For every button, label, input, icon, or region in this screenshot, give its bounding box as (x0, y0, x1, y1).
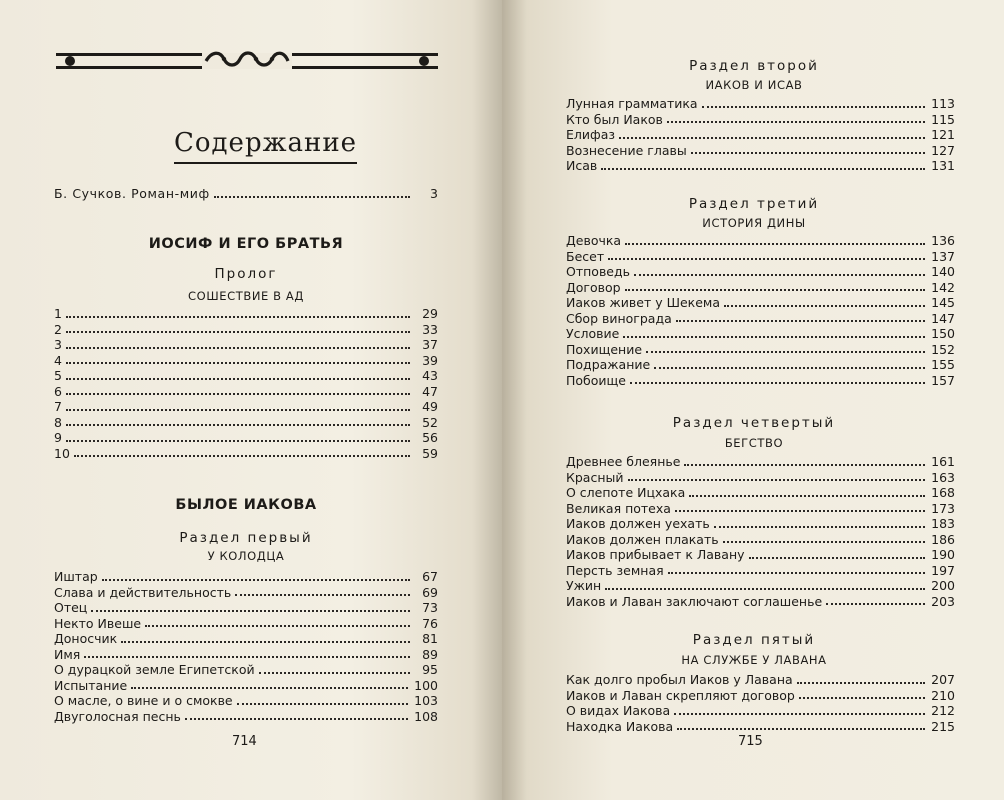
dot-leader (646, 351, 925, 353)
toc-title: Иаков должен плакать (566, 531, 719, 547)
dot-leader (66, 362, 410, 364)
toc-row[interactable] (54, 337, 438, 353)
dot-leader (654, 367, 925, 369)
ornament-header (56, 49, 438, 73)
toc-page: 29 (422, 306, 438, 321)
toc-row[interactable] (566, 357, 955, 373)
toc-row[interactable] (54, 368, 438, 384)
dot-leader (601, 168, 925, 170)
toc-title: Иаков должен уехать (566, 516, 710, 531)
toc-title: Находка Иакова (566, 718, 674, 734)
toc-row[interactable] (566, 295, 955, 311)
toc-title: Договор (566, 279, 621, 295)
toc-row[interactable] (566, 547, 955, 563)
section3-list (566, 233, 955, 388)
toc-page: 131 (931, 158, 955, 173)
toc-page: 33 (422, 321, 438, 337)
toc-title: О видах Иакова (566, 703, 671, 718)
toc-title: Иштар (54, 569, 98, 584)
toc-row[interactable] (54, 662, 438, 678)
toc-row[interactable] (54, 585, 438, 601)
toc-title: 7 (54, 399, 62, 414)
toc-page: 47 (422, 383, 438, 399)
toc-page: 115 (931, 111, 955, 127)
toc-row[interactable] (54, 600, 438, 616)
dot-leader (714, 526, 925, 528)
toc-row[interactable] (54, 384, 438, 400)
part-title: ИОСИФ И ЕГО БРАТЬЯ (148, 236, 344, 252)
dot-leader (634, 274, 925, 276)
toc-title: Девочка (566, 233, 622, 248)
toc-row[interactable] (54, 186, 438, 202)
toc-page: 3 (430, 186, 438, 201)
toc-row[interactable] (566, 532, 955, 548)
toc-page: 168 (931, 485, 955, 500)
toc-title: Доносчик (54, 631, 118, 646)
toc-title: Имя (54, 646, 81, 662)
section2-list (566, 96, 955, 174)
toc-title: Персть земная (566, 562, 664, 578)
toc-row[interactable] (566, 127, 955, 143)
toc-title: Некто Ивеше (54, 615, 142, 631)
toc-row[interactable] (54, 430, 438, 446)
toc-page: 155 (931, 357, 955, 372)
dot-leader (74, 455, 410, 457)
toc-title: Красный (566, 469, 624, 485)
toc-title: Побоище (566, 372, 626, 388)
toc-page: 186 (931, 531, 955, 547)
toc-title: Похищение (566, 341, 643, 357)
toc-title: Исав (566, 158, 598, 173)
toc-row[interactable] (566, 112, 955, 128)
toc-page: 81 (422, 631, 438, 646)
toc-row[interactable] (566, 594, 955, 610)
toc-row[interactable] (54, 631, 438, 647)
toc-page: 145 (931, 295, 955, 310)
toc-page: 210 (931, 687, 955, 703)
toc-title: Как долго пробыл Иаков у Лавана (566, 672, 793, 687)
toc-page: 108 (414, 708, 438, 724)
toc-title: Лунная грамматика (566, 96, 698, 111)
dot-leader (66, 393, 410, 395)
section3-subtitle: ИСТОРИЯ ДИНЫ (702, 216, 806, 230)
dot-leader (66, 331, 410, 333)
dot-leader (102, 579, 410, 581)
dot-leader (121, 641, 410, 643)
toc-title: Иаков прибывает к Лавану (566, 547, 745, 562)
toc-page: 43 (422, 368, 438, 383)
section4-subtitle: БЕГСТВО (724, 436, 784, 450)
dot-leader (668, 572, 926, 574)
toc-title: Отповедь (566, 264, 631, 279)
dot-leader (676, 320, 925, 322)
dot-leader (675, 510, 925, 512)
toc-page: 100 (414, 677, 438, 693)
toc-title: 9 (54, 430, 62, 445)
toc-row[interactable] (566, 96, 955, 112)
toc-page: 215 (931, 718, 955, 734)
toc-page: 152 (931, 341, 955, 357)
toc-page: 136 (931, 233, 955, 248)
dot-leader (66, 378, 410, 380)
toc-title: Условие (566, 326, 620, 341)
toc-row[interactable] (54, 415, 438, 431)
section1-list (54, 569, 438, 724)
section2-heading: Раздел второй (689, 58, 819, 74)
toc-row[interactable] (566, 703, 955, 719)
intro-entry (54, 186, 438, 202)
toc-page: 203 (931, 593, 955, 609)
toc-row[interactable] (566, 264, 955, 280)
toc-row[interactable] (566, 688, 955, 704)
toc-title: Б. Сучков. Роман-миф (54, 186, 210, 201)
toc-title: 1 (54, 306, 62, 321)
book-title: БЫЛОЕ ИАКОВА (175, 497, 317, 513)
section5-subtitle: НА СЛУЖБЕ У ЛАВАНА (681, 653, 827, 667)
toc-page: 76 (422, 615, 438, 631)
toc-row[interactable] (566, 280, 955, 296)
toc-row[interactable] (566, 342, 955, 358)
toc-title: Елифаз (566, 127, 616, 142)
toc-title: 8 (54, 414, 62, 430)
toc-row[interactable] (566, 373, 955, 389)
toc-title: Испытание (54, 677, 128, 693)
section4-list (566, 454, 955, 609)
dot-leader (66, 440, 410, 442)
toc-page: 137 (931, 248, 955, 264)
dot-leader (623, 336, 925, 338)
dot-leader (66, 316, 410, 318)
toc-title: Двуголосная песнь (54, 708, 181, 724)
dot-leader (826, 603, 925, 605)
toc-title: Слава и действительность (54, 584, 232, 600)
toc-page: 190 (931, 547, 955, 562)
section3-heading: Раздел третий (688, 196, 820, 212)
toc-title: Отец (54, 600, 88, 615)
toc-page: 157 (931, 372, 955, 388)
contents-title: Содержание (174, 128, 358, 158)
toc-page: 161 (931, 454, 955, 469)
dot-leader (749, 557, 926, 559)
dot-leader (724, 305, 925, 307)
toc-title: Подражание (566, 357, 651, 372)
toc-row[interactable] (54, 399, 438, 415)
prologue-subtitle: СОШЕСТВИЕ В АД (188, 289, 304, 303)
dot-leader (145, 625, 410, 627)
toc-title: 6 (54, 383, 62, 399)
toc-page: 95 (422, 662, 438, 677)
toc-title: Вознесение главы (566, 142, 687, 158)
toc-row[interactable] (566, 326, 955, 342)
toc-row[interactable] (566, 143, 955, 159)
toc-row[interactable] (566, 249, 955, 265)
toc-title: Великая потеха (566, 500, 671, 516)
toc-row[interactable] (54, 693, 438, 709)
toc-row[interactable] (54, 647, 438, 663)
section1-heading: Раздел первый (179, 530, 313, 546)
toc-page: 142 (931, 279, 955, 295)
dot-leader (702, 106, 926, 108)
section5-heading: Раздел пятый (692, 632, 816, 648)
toc-title: Древнее блеянье (566, 454, 681, 469)
dot-leader (691, 152, 925, 154)
toc-row[interactable] (54, 678, 438, 694)
toc-row[interactable] (566, 501, 955, 517)
toc-row[interactable] (566, 485, 955, 501)
toc-row[interactable] (54, 709, 438, 725)
dot-leader (625, 289, 926, 291)
dot-leader (667, 121, 925, 123)
dot-leader (605, 588, 925, 590)
toc-page: 89 (422, 646, 438, 662)
toc-title: 5 (54, 368, 62, 383)
dot-leader (630, 382, 925, 384)
dot-leader (259, 672, 410, 674)
toc-title: Бесет (566, 248, 605, 264)
toc-row[interactable] (54, 306, 438, 322)
toc-title: 4 (54, 352, 62, 368)
toc-row[interactable] (566, 672, 955, 688)
dot-leader (608, 258, 925, 260)
toc-page: 59 (422, 445, 438, 461)
toc-page: 67 (422, 569, 438, 584)
toc-page: 56 (422, 430, 438, 445)
section2-subtitle: ИАКОВ И ИСАВ (705, 78, 803, 92)
prologue-heading: Пролог (214, 266, 278, 282)
toc-row[interactable] (566, 233, 955, 249)
dot-leader (797, 682, 925, 684)
toc-title: Ужин (566, 578, 602, 593)
toc-page: 207 (931, 672, 955, 687)
toc-title: Сбор винограда (566, 310, 672, 326)
toc-page: 212 (931, 703, 955, 718)
prologue-list (54, 306, 438, 461)
toc-title: Иаков и Лаван заключают соглашенье (566, 593, 823, 609)
toc-row[interactable] (566, 454, 955, 470)
toc-row[interactable] (566, 516, 955, 532)
page-number-right: 715 (738, 734, 763, 749)
toc-page: 69 (422, 584, 438, 600)
dot-leader (237, 703, 409, 705)
toc-row[interactable] (54, 353, 438, 369)
toc-page: 147 (931, 310, 955, 326)
toc-row[interactable] (54, 446, 438, 462)
dot-leader (185, 718, 408, 720)
toc-page: 183 (931, 516, 955, 531)
toc-page: 103 (414, 693, 438, 708)
toc-page: 200 (931, 578, 955, 593)
toc-row[interactable] (566, 470, 955, 486)
dot-leader (684, 464, 925, 466)
toc-title: 2 (54, 321, 62, 337)
toc-page: 127 (931, 142, 955, 158)
toc-title: О слепоте Ицхака (566, 485, 686, 500)
toc-row[interactable] (54, 616, 438, 632)
toc-title: Кто был Иаков (566, 111, 663, 127)
dot-leader (84, 656, 410, 658)
toc-page: 49 (422, 399, 438, 414)
dot-leader (131, 687, 408, 689)
toc-page: 52 (422, 414, 438, 430)
right-page (502, 0, 1004, 800)
toc-row[interactable] (566, 563, 955, 579)
toc-page: 163 (931, 469, 955, 485)
dot-leader (628, 479, 926, 481)
toc-page: 173 (931, 500, 955, 516)
toc-page: 113 (931, 96, 955, 111)
page-number-left: 714 (232, 734, 257, 749)
toc-page: 121 (931, 127, 955, 142)
dot-leader (66, 347, 410, 349)
toc-row[interactable] (54, 322, 438, 338)
dot-leader (214, 196, 410, 198)
toc-row[interactable] (54, 569, 438, 585)
dot-leader (619, 137, 925, 139)
toc-title: О масле, о вине и о смокве (54, 693, 233, 708)
dot-leader (625, 243, 925, 245)
dot-leader (689, 495, 925, 497)
toc-row[interactable] (566, 719, 955, 735)
toc-page: 150 (931, 326, 955, 341)
dot-leader (674, 713, 925, 715)
section4-heading: Раздел четвертый (672, 415, 836, 431)
toc-title: О дурацкой земле Египетской (54, 662, 255, 677)
toc-page: 197 (931, 562, 955, 578)
toc-page: 73 (422, 600, 438, 615)
toc-title: Иаков живет у Шекема (566, 295, 721, 310)
dot-leader (91, 610, 410, 612)
dot-leader (677, 728, 925, 730)
toc-title: 3 (54, 337, 62, 352)
dot-leader (235, 594, 410, 596)
toc-title: Иаков и Лаван скрепляют договор (566, 687, 795, 703)
dot-leader (66, 409, 410, 411)
dot-leader (723, 541, 926, 543)
section1-subtitle: У КОЛОДЦА (207, 549, 285, 563)
toc-title: 10 (54, 445, 70, 461)
toc-row[interactable] (566, 578, 955, 594)
toc-page: 37 (422, 337, 438, 352)
dot-leader (66, 424, 410, 426)
toc-page: 39 (422, 352, 438, 368)
dot-leader (799, 697, 925, 699)
toc-page: 140 (931, 264, 955, 279)
toc-row[interactable] (566, 158, 955, 174)
section5-list (566, 672, 955, 734)
toc-row[interactable] (566, 311, 955, 327)
